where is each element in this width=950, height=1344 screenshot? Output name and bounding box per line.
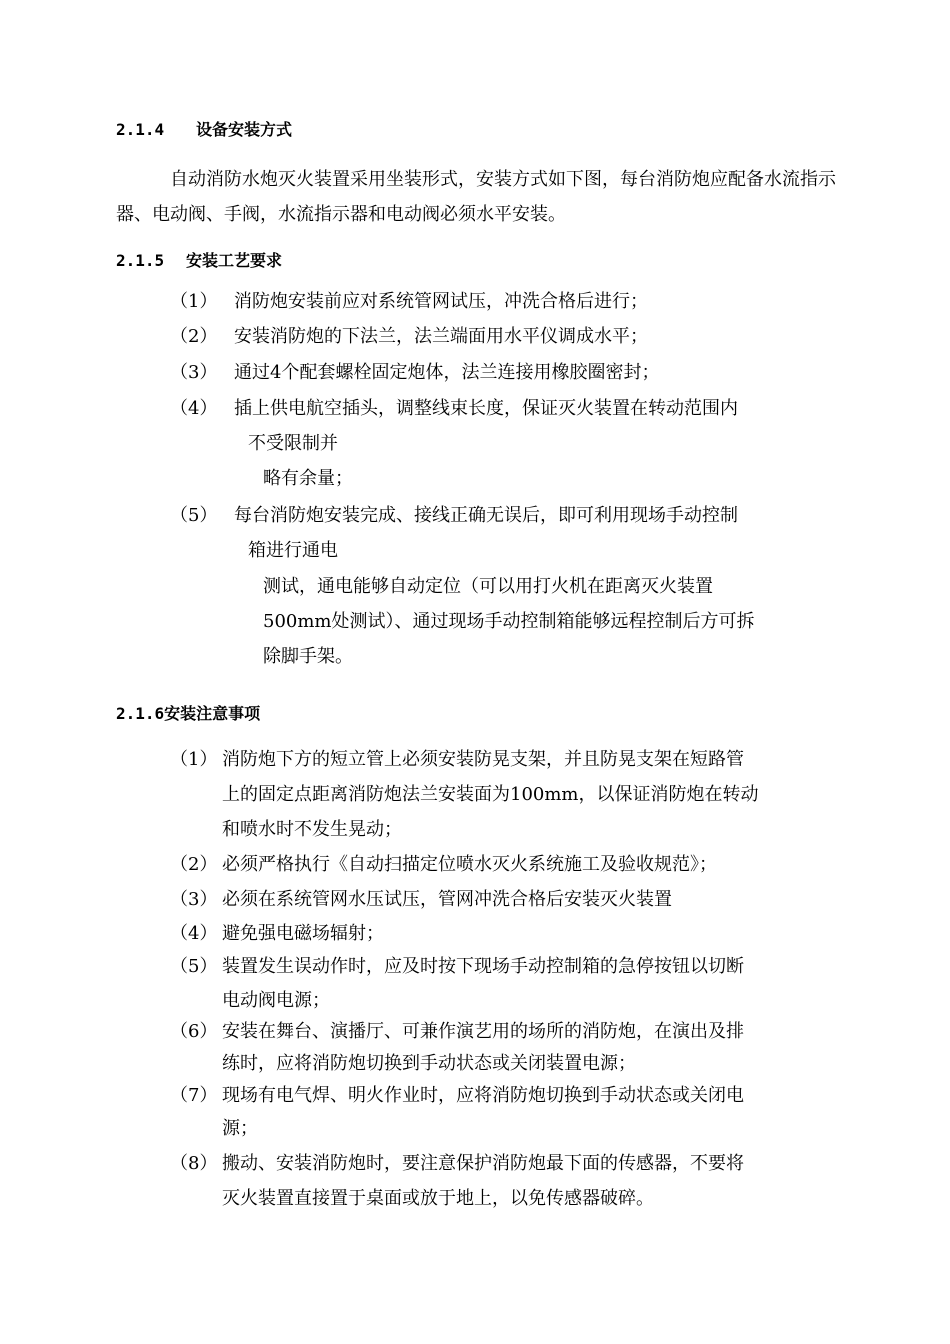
list-item-text: 消防炮安装前应对系统管网试压，冲洗合格后进行； <box>234 291 648 312</box>
list-item-number: （3） <box>170 362 218 383</box>
list-item-text: 消防炮下方的短立管上必须安装防晃支架，并且防晃支架在短路管 <box>222 749 744 770</box>
list-item-text: 避免强电磁场辐射； <box>222 923 384 944</box>
list-item-continuation: 源； <box>222 1118 258 1139</box>
list-item-continuation: 箱进行通电 <box>248 540 338 561</box>
section-number: 2.1.5 <box>116 251 165 270</box>
list-item-continuation: 除脚手架。 <box>263 646 353 667</box>
list-item-number: （1） <box>170 749 218 770</box>
list-item-continuation: 上的固定点距离消防炮法兰安装面为100mm，以保证消防炮在转动 <box>222 784 759 805</box>
section-title: 安装注意事项 <box>164 704 261 723</box>
list-item-text: 安装消防炮的下法兰，法兰端面用水平仪调成水平； <box>234 326 648 347</box>
list-item-continuation: 500mm处测试）、通过现场手动控制箱能够远程控制后方可拆 <box>263 611 755 632</box>
section-heading-2-1-4 <box>116 119 292 141</box>
list-item-number: （8） <box>170 1153 218 1174</box>
list-item-number: （3） <box>170 889 218 910</box>
section-title: 设备安装方式 <box>196 120 293 139</box>
list-item-number: （1） <box>170 291 218 312</box>
list-item-continuation: 测试，通电能够自动定位（可以用打火机在距离灭火装置 <box>263 576 713 597</box>
list-item-text: 搬动、安装消防炮时，要注意保护消防炮最下面的传感器，不要将 <box>222 1153 744 1174</box>
list-item-text: 通过4个配套螺栓固定炮体，法兰连接用橡胶圈密封； <box>234 362 660 383</box>
list-item-number: （6） <box>170 1021 218 1042</box>
section-paragraph: 自动消防水炮灭火装置采用坐装形式，安装方式如下图，每台消防炮应配备水流指示器、电动阀、手阀，水流指示器和电动阀必须水平安装。 <box>116 169 836 225</box>
list-item-text: 现场有电气焊、明火作业时，应将消防炮切换到手动状态或关闭电 <box>222 1085 744 1106</box>
list-item-text: 安装在舞台、演播厅、可兼作演艺用的场所的消防炮，在演出及排 <box>222 1021 744 1042</box>
list-item-continuation: 和喷水时不发生晃动； <box>222 819 402 840</box>
list-item-text: 必须严格执行《自动扫描定位喷水灭火系统施工及验收规范》； <box>222 854 717 875</box>
list-item-number: （7） <box>170 1085 218 1106</box>
section-number: 2.1.6 <box>116 704 165 723</box>
list-item-text: 装置发生误动作时，应及时按下现场手动控制箱的急停按钮以切断 <box>222 956 744 977</box>
list-item-number: （2） <box>170 326 218 347</box>
list-item-continuation: 练时，应将消防炮切换到手动状态或关闭装置电源； <box>222 1053 636 1074</box>
section-number: 2.1.4 <box>116 120 165 139</box>
list-item-text: 必须在系统管网水压试压，管网冲洗合格后安装灭火装置 <box>222 889 672 910</box>
section-title: 安装工艺要求 <box>186 251 283 270</box>
list-item-number: （4） <box>170 398 218 419</box>
list-item-continuation: 略有余量； <box>263 468 353 489</box>
list-item-text: 每台消防炮安装完成、接线正确无误后，即可利用现场手动控制 <box>234 505 738 526</box>
section-heading-2-1-5 <box>116 250 282 272</box>
list-item-continuation: 不受限制并 <box>248 433 338 454</box>
list-item-continuation: 电动阀电源； <box>222 990 330 1011</box>
list-item-number: （5） <box>170 956 218 977</box>
section-heading-2-1-6 <box>116 703 260 725</box>
list-item-number: （5） <box>170 505 218 526</box>
list-item-continuation: 灭火装置直接置于桌面或放于地上，以免传感器破碎。 <box>222 1188 654 1209</box>
list-item-number: （2） <box>170 854 218 875</box>
list-item-number: （4） <box>170 923 218 944</box>
list-item-text: 插上供电航空插头，调整线束长度，保证灭火装置在转动范围内 <box>234 398 738 419</box>
